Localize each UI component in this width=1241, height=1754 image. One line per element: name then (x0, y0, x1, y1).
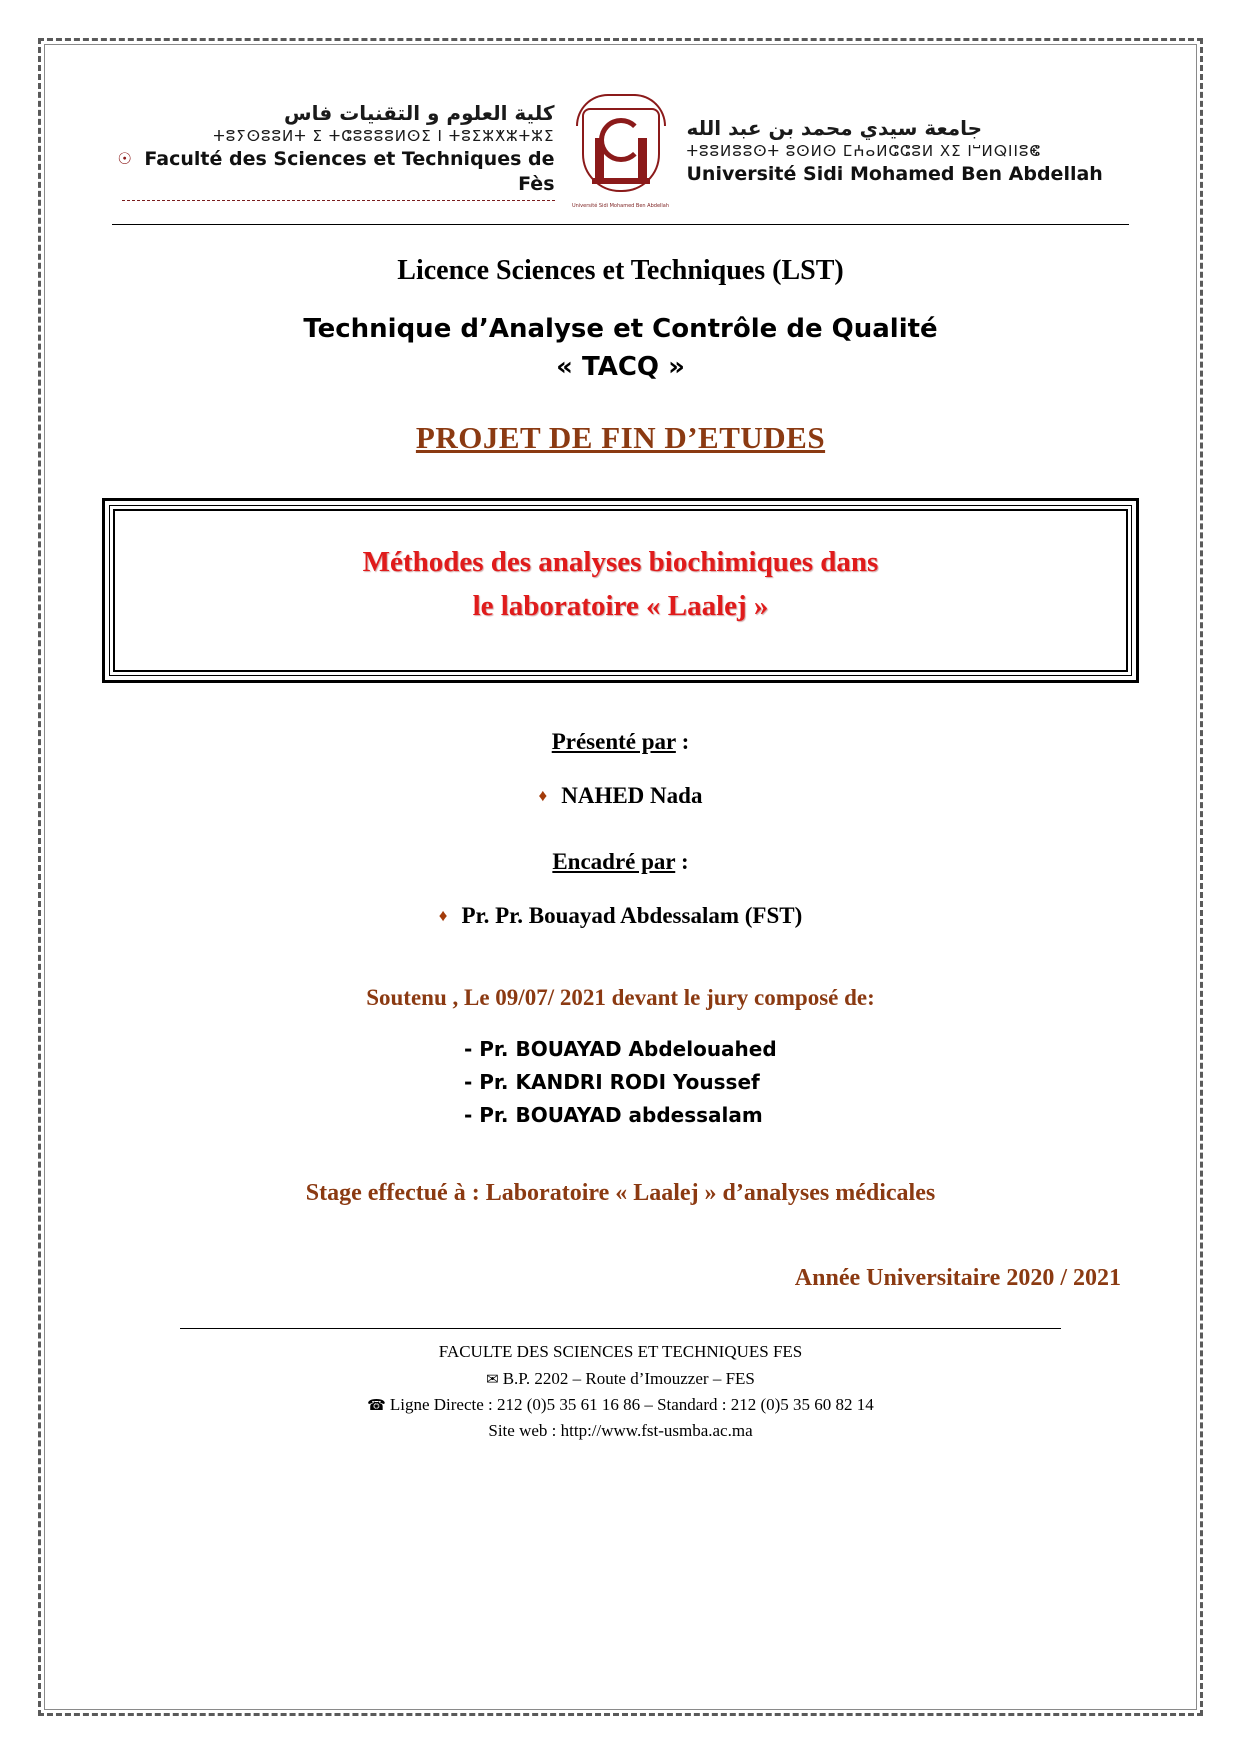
supervised-by-colon: : (675, 849, 689, 875)
supervised-by-label (94, 849, 1147, 875)
diploma-title: Licence Sciences et Techniques (LST) (397, 255, 844, 286)
jury-list (464, 1033, 884, 1132)
footer-divider (180, 1328, 1061, 1329)
program-title (94, 311, 1147, 386)
footer-institution: FACULTE DES SCIENCES ET TECHNIQUES FES (438, 1342, 803, 1362)
defense-heading: Soutenu , Le 09/07/ 2021 devant le jury composé de: (366, 985, 875, 1011)
people-block (94, 729, 1147, 929)
faculty-name-french-row (104, 147, 555, 196)
supervisor-name: Pr. Pr. Bouayad Abdessalam (FST) (461, 903, 803, 929)
footer-address: B.P. 2202 – Route d’Imouzzer – FES (502, 1368, 755, 1388)
title-block (94, 255, 1147, 456)
diamond-bullet-icon: ♦ (438, 906, 448, 926)
university-emblem-icon (567, 92, 675, 210)
program-title-line2: « TACQ » (556, 351, 685, 382)
university-identity-block (681, 116, 1138, 187)
header-divider (112, 224, 1129, 225)
faculty-name-french: Faculté des Sciences et Techniques de Fès (144, 147, 555, 195)
internship-line: Stage effectué à : Laboratoire « Laalej » d’analyses médicales (305, 1180, 936, 1207)
footer-phone-row (94, 1392, 1147, 1418)
footer-phone: Ligne Directe : 212 (0)5 35 61 16 86 – Standard : 212 (0)5 35 60 82 14 (389, 1395, 874, 1415)
university-name-arabic: جامعة سيدي محمد بن عبد الله (686, 115, 983, 140)
document-header (94, 92, 1147, 210)
list-item: - Pr. KANDRI RODI Youssef (464, 1070, 760, 1095)
presented-by-label-text: Présenté par (551, 729, 676, 755)
student-row (94, 783, 1147, 809)
supervised-by-label-text: Encadré par (552, 849, 676, 875)
document-footer (94, 1339, 1147, 1444)
header-left-underline (122, 199, 554, 201)
at-icon: ☉ (117, 148, 132, 168)
document-type-title: PROJET DE FIN D’ETUDES (415, 420, 826, 456)
phone-icon: ☎ (367, 1396, 386, 1415)
diamond-bullet-icon: ♦ (538, 786, 548, 806)
faculty-identity-block (104, 101, 561, 201)
list-item: - Pr. BOUAYAD abdessalam (464, 1103, 763, 1128)
faculty-name-tifinagh: ⵜⵓⵢⵙⵓⵓⵍⵜ ⵉ ⵜⵛⵓⵓⵓⵓⵍⵙⵉ ⵏ ⵜⵓⵉⵣⵅⵣⵜⵣⵉ (213, 126, 555, 145)
project-subject-line2: le laboratoire « Laalej » (472, 589, 769, 622)
project-subject-line1: Méthodes des analyses biochimiques dans (362, 546, 879, 579)
student-name: NAHED Nada (561, 783, 703, 809)
subject-frame-outer (102, 498, 1139, 683)
emblem-caption: Université Sidi Mohamed Ben Abdellah (571, 203, 670, 210)
emblem-base (592, 178, 650, 184)
footer-address-row (94, 1366, 1147, 1392)
presented-by-label (94, 729, 1147, 755)
document-page (62, 62, 1179, 1692)
presented-by-colon: : (675, 729, 690, 755)
subject-frame-middle (109, 505, 1132, 676)
supervisor-row (94, 903, 1147, 929)
subject-frame-inner (113, 509, 1128, 672)
faculty-name-arabic: كلية العلوم و التقنيات فاس (284, 100, 555, 125)
university-name-tifinagh: ⵜⵓⵓⵍⵓⵓⵙⵜ ⵓⵙⵍⵙ ⵎⵄⴰⵍⵛⵛⵓⵍ ⵝⵉ ⵏⵯⵍⵕⵏⵏⵓⵞ (686, 141, 1041, 160)
footer-website: Site web : http://www.fst-usmba.ac.ma (488, 1421, 753, 1441)
emblem-crescent (599, 118, 643, 162)
program-title-line1: Technique d’Analyse et Contrôle de Qualité (303, 314, 938, 344)
academic-year: Année Universitaire 2020 / 2021 (794, 1265, 1121, 1292)
list-item: - Pr. BOUAYAD Abdelouahed (464, 1037, 777, 1062)
university-name-french: Université Sidi Mohamed Ben Abdellah (686, 162, 1103, 185)
mail-icon: ✉ (486, 1369, 499, 1388)
